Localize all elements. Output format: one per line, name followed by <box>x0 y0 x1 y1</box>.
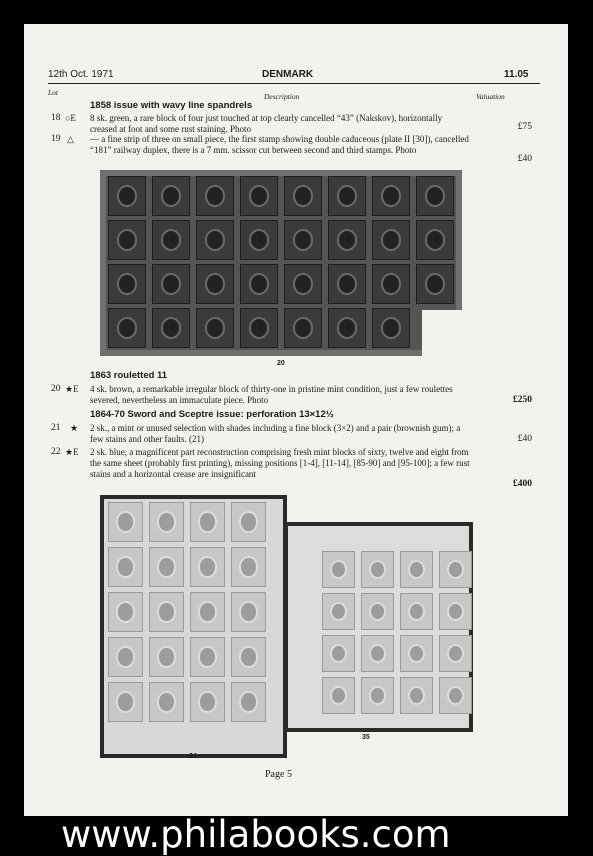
stamp-image <box>322 677 355 714</box>
lot-valuation: £40 <box>517 434 532 444</box>
lot-number: 19 <box>51 134 61 144</box>
stamp-image <box>149 592 184 632</box>
stamp-image <box>240 308 278 348</box>
stamp-image <box>322 551 355 588</box>
stamp-image <box>190 637 225 677</box>
stamp-image <box>400 635 433 672</box>
stamp-image <box>361 677 394 714</box>
condition-symbol: ★E <box>65 384 79 394</box>
country-heading: DENMARK <box>262 69 314 80</box>
sale-date: 12th Oct. 1971 <box>48 69 114 80</box>
stamp-image <box>231 592 266 632</box>
lot-valuation: £250 <box>513 395 532 405</box>
stamp-image <box>439 551 472 588</box>
column-valuation: Valuation <box>476 92 505 101</box>
stamp-image <box>152 264 190 304</box>
stamp-image <box>240 264 278 304</box>
stamp-image <box>240 220 278 260</box>
stamp-image <box>328 264 366 304</box>
stamp-image <box>108 682 143 722</box>
stamp-image <box>284 308 322 348</box>
lot-valuation: £75 <box>517 122 532 132</box>
condition-symbol: ★E <box>65 447 79 457</box>
sale-time: 11.05 <box>504 69 529 80</box>
stamp-image <box>240 176 278 216</box>
stamp-image <box>328 220 366 260</box>
stamp-image <box>231 682 266 722</box>
stamp-image <box>400 677 433 714</box>
page-number: Page 5 <box>265 769 292 780</box>
lot-number: 22 <box>51 447 61 457</box>
lot-description: 2 sk. blue, a magnificent part reconstruction comprising fresh mint blocks of sixty, twelve and eight from the same sheet (probably first printing), missing positions [1-4], [11-14], [85-90] and [95-100]; a few rust stains and a horizontal crease are insignificant <box>90 447 470 479</box>
section-heading: 1863 rouletted 11 <box>90 370 168 381</box>
stamp-image <box>108 502 143 542</box>
stamp-image <box>361 635 394 672</box>
plate-caption: 20 <box>277 360 285 367</box>
stamp-image <box>152 176 190 216</box>
stamp-image <box>284 176 322 216</box>
column-lot: Lot <box>48 88 59 97</box>
stamp-image <box>372 264 410 304</box>
stamp-image <box>190 592 225 632</box>
condition-symbol: ○E <box>65 113 76 123</box>
stamp-image <box>196 308 234 348</box>
section-heading: 1858 issue with wavy line spandrels <box>90 100 253 111</box>
stamp-image <box>231 547 266 587</box>
stamp-image <box>439 635 472 672</box>
lot-valuation: £400 <box>513 479 532 489</box>
stamp-image <box>284 220 322 260</box>
stamp-image <box>190 547 225 587</box>
stamp-image <box>108 264 146 304</box>
catalogue-page <box>24 24 568 856</box>
block-cutout <box>422 310 462 356</box>
stamp-image <box>149 547 184 587</box>
stamp-image <box>108 308 146 348</box>
stamp-image <box>196 176 234 216</box>
lot-number: 21 <box>51 423 61 433</box>
stamp-image <box>231 637 266 677</box>
plate-caption: 35 <box>362 734 370 741</box>
watermark-url: www.philabooks.com <box>61 813 451 856</box>
lot-description: — a fine strip of three on small piece, the first stamp showing double caduceous (plate II [30]), cancelled “181” railway duplex, there is a 7 mm. scissor cut between second and third stamps. Photo <box>90 134 469 155</box>
stamp-image <box>322 635 355 672</box>
stamp-image <box>231 502 266 542</box>
lot-valuation: £40 <box>517 154 532 164</box>
lot-description: 8 sk. green, a rare block of four just touched at top clearly cancelled “43” (Nakskov), horizontally creased at foot and some rust staining. Photo <box>90 113 443 134</box>
stamp-image <box>108 220 146 260</box>
header-rule <box>48 83 540 84</box>
stamp-image <box>400 551 433 588</box>
column-description: Description <box>264 92 300 101</box>
stamp-image <box>322 593 355 630</box>
stamp-image <box>372 220 410 260</box>
stamp-image <box>328 176 366 216</box>
stamp-image <box>416 220 454 260</box>
stamp-image <box>152 308 190 348</box>
stamp-image <box>400 593 433 630</box>
stamp-image <box>439 677 472 714</box>
stamp-image <box>416 264 454 304</box>
stamp-image <box>149 502 184 542</box>
stamp-image <box>190 502 225 542</box>
lot-description: 4 sk. brown, a remarkable irregular block of thirty-one in pristine mint condition, just a few roulettes severed, nevertheless an immaculate piece. Photo <box>90 384 453 405</box>
stamp-image <box>149 682 184 722</box>
stamp-image <box>361 551 394 588</box>
stamp-image <box>108 592 143 632</box>
stamp-image <box>152 220 190 260</box>
stamp-image <box>149 637 184 677</box>
stamp-image <box>190 682 225 722</box>
stamp-image <box>416 176 454 216</box>
stamp-image <box>284 264 322 304</box>
plate-caption: 24 <box>189 753 197 760</box>
stamp-image <box>196 264 234 304</box>
condition-symbol: ★ <box>70 423 79 433</box>
stamp-image <box>196 220 234 260</box>
stamp-image <box>372 308 410 348</box>
stamp-image <box>108 547 143 587</box>
stamp-image <box>108 637 143 677</box>
section-heading: 1864-70 Sword and Sceptre issue: perforation 13×12½ <box>90 409 334 420</box>
stamp-image <box>361 593 394 630</box>
stamp-image <box>439 593 472 630</box>
stamp-image <box>108 176 146 216</box>
lot-number: 18 <box>51 113 61 123</box>
lot-number: 20 <box>51 384 61 394</box>
stamp-image <box>328 308 366 348</box>
lot-description: 2 sk., a mint or unused selection with shades including a fine block (3×2) and a pair (brownish gum); a few stains and other faults. (21) <box>90 423 461 444</box>
condition-symbol: △ <box>67 134 74 144</box>
stamp-image <box>372 176 410 216</box>
